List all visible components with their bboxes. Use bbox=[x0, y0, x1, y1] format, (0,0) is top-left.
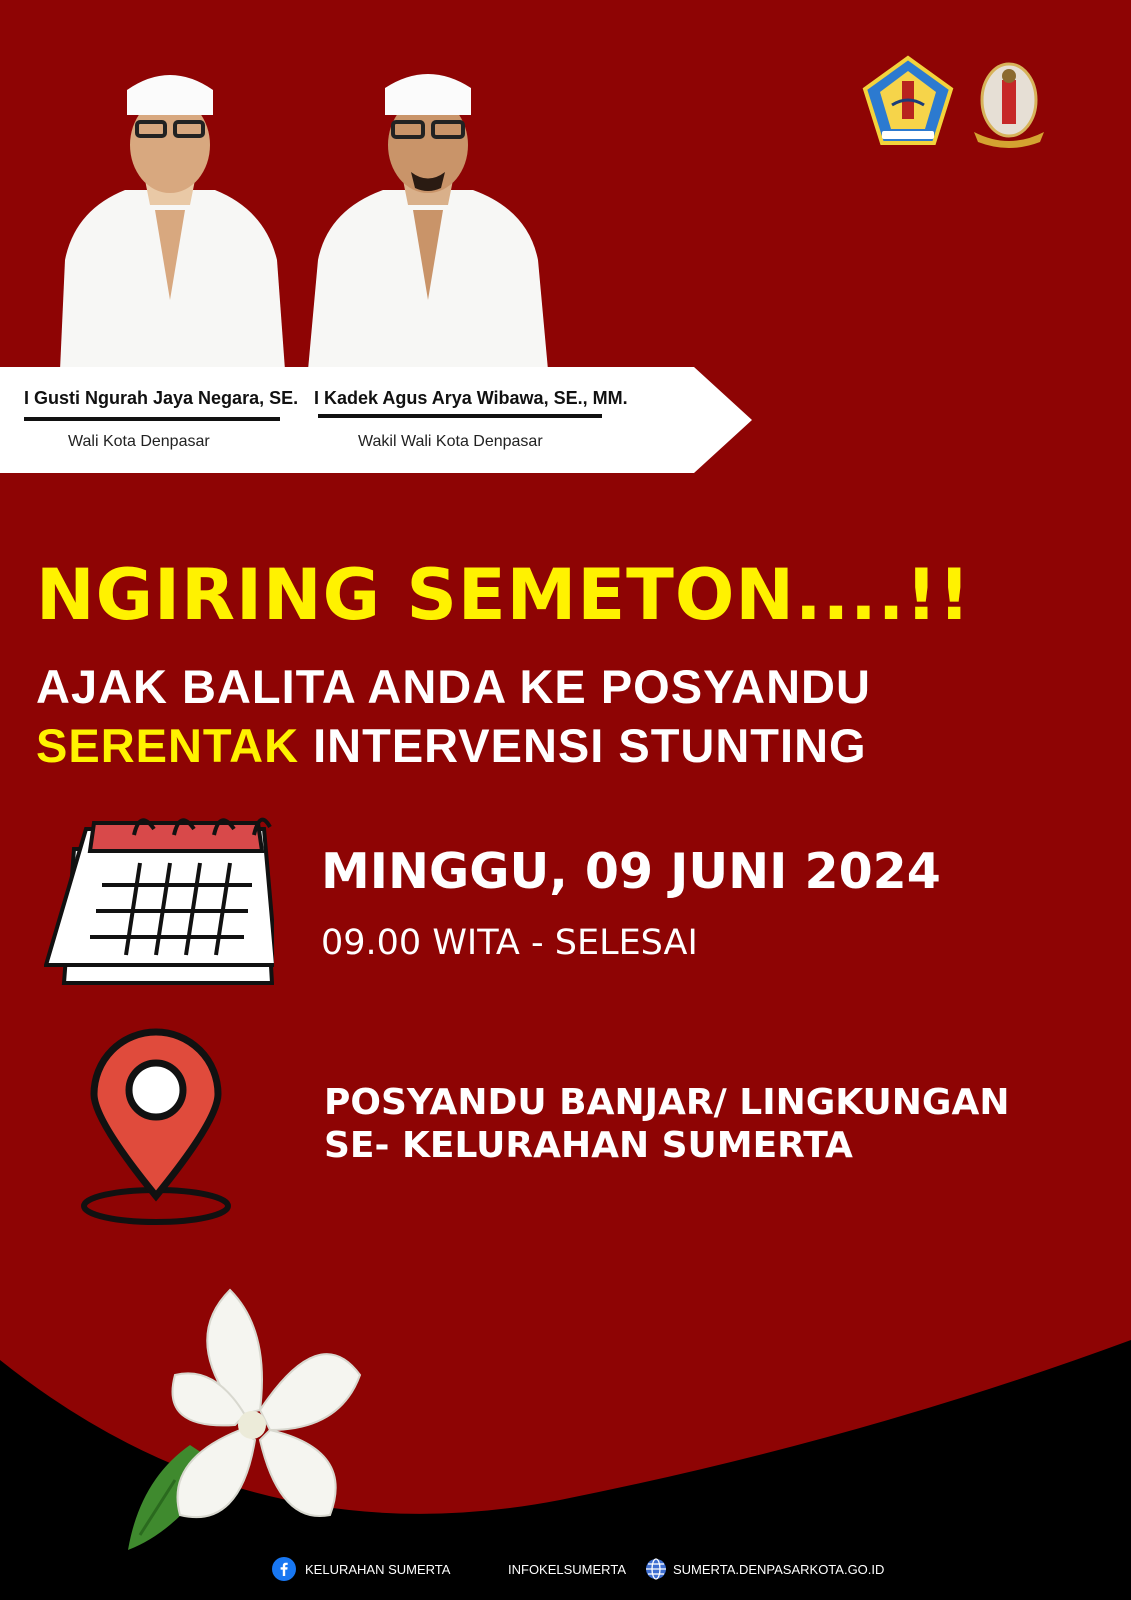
location-line-1: POSYANDU BANJAR/ LINGKUNGAN bbox=[324, 1082, 1010, 1123]
facebook-icon[interactable] bbox=[272, 1557, 296, 1581]
denpasar-city-logo bbox=[862, 55, 954, 147]
subheadline-rest: INTERVENSI STUNTING bbox=[299, 719, 867, 772]
official-1-name: I Gusti Ngurah Jaya Negara, SE. bbox=[24, 388, 299, 408]
sumerta-logo bbox=[968, 58, 1050, 148]
subheadline-2 bbox=[36, 719, 867, 772]
official-2-role: Wakil Wali Kota Denpasar bbox=[358, 433, 543, 450]
calendar-icon bbox=[44, 815, 274, 991]
official-1-role: Wali Kota Denpasar bbox=[68, 433, 210, 450]
footer-instagram[interactable]: INFOKELSUMERTA bbox=[508, 1562, 626, 1577]
frangipani-flower bbox=[120, 1280, 380, 1555]
subheadline-highlight: SERENTAK bbox=[36, 719, 300, 772]
headline: NGIRING SEMETON....!! bbox=[36, 554, 972, 636]
official-1-rule bbox=[24, 417, 280, 421]
event-date: MINGGU, 09 JUNI 2024 bbox=[321, 843, 941, 900]
official-photo-1 bbox=[45, 60, 295, 370]
footer bbox=[0, 1548, 1131, 1588]
official-2-rule bbox=[318, 414, 602, 418]
footer-facebook[interactable]: KELURAHAN SUMERTA bbox=[305, 1562, 451, 1577]
official-2-name: I Kadek Agus Arya Wibawa, SE., MM. bbox=[314, 388, 628, 408]
footer-website[interactable]: SUMERTA.DENPASARKOTA.GO.ID bbox=[673, 1562, 885, 1577]
location-line-2: SE- KELURAHAN SUMERTA bbox=[324, 1125, 853, 1166]
event-time: 09.00 WITA - SELESAI bbox=[321, 923, 698, 963]
globe-icon[interactable] bbox=[644, 1557, 668, 1581]
official-photo-2 bbox=[303, 60, 553, 370]
location-pin-icon bbox=[76, 1028, 236, 1226]
subheadline-1: AJAK BALITA ANDA KE POSYANDU bbox=[36, 660, 871, 713]
